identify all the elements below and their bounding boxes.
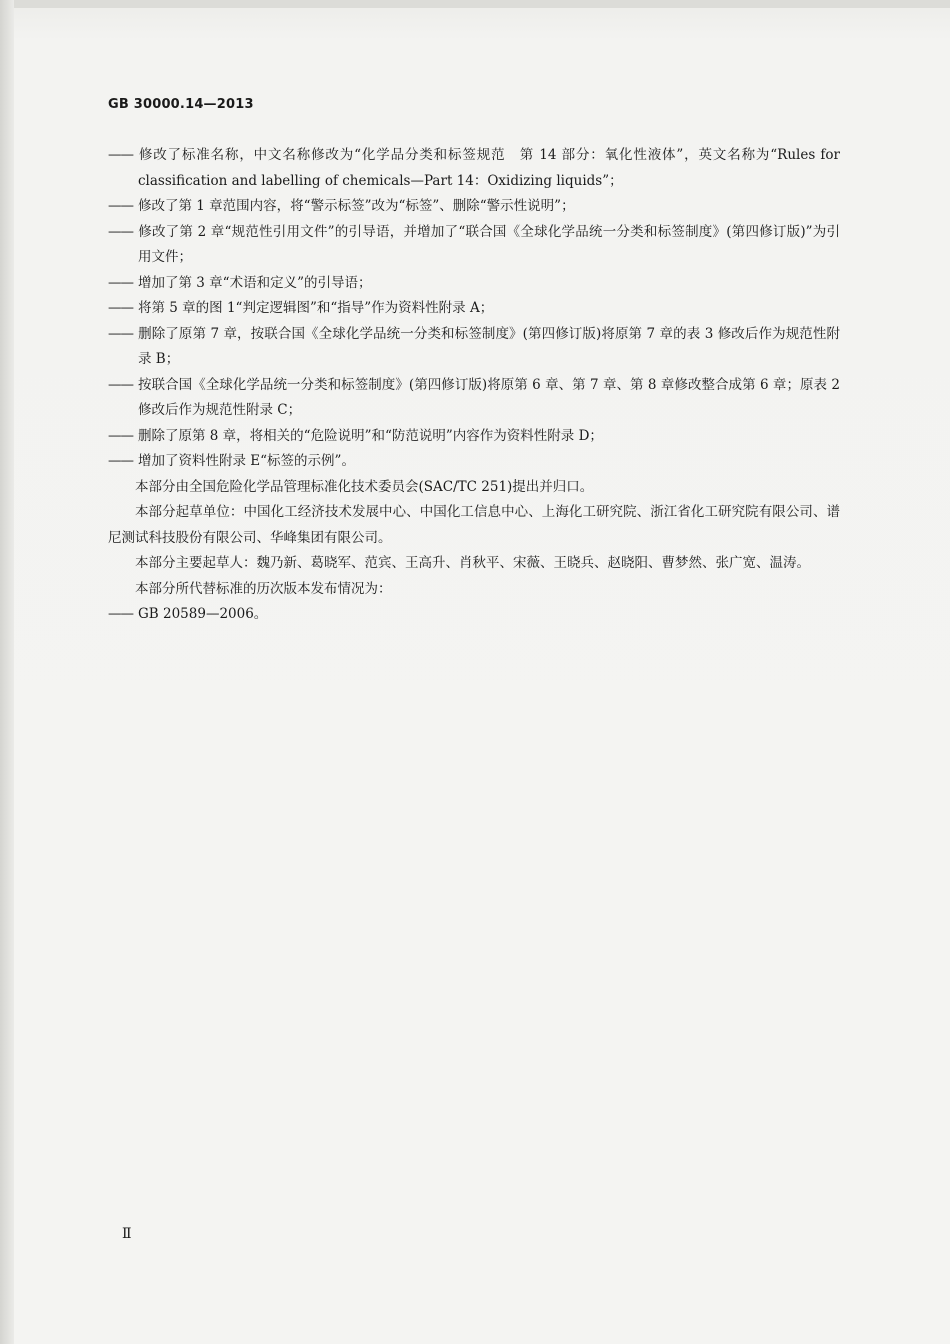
dash-marker: —— bbox=[108, 223, 133, 240]
foreword-content bbox=[108, 143, 840, 628]
change-item bbox=[108, 271, 840, 297]
dash-marker: —— bbox=[108, 147, 133, 163]
change-item-text: 增加了资料性附录 E“标签的示例”。 bbox=[138, 453, 355, 469]
change-item-text: 删除了原第 8 章，将相关的“危险说明”和“防范说明”内容作为资料性附录 D； bbox=[138, 427, 603, 444]
change-item-text: 增加了第 3 章“术语和定义”的引导语； bbox=[138, 274, 372, 291]
change-item-text: 修改了第 1 章范围内容，将“警示标签”改为“标签”、删除“警示性说明”； bbox=[138, 198, 575, 214]
change-item bbox=[108, 424, 840, 450]
change-item-text: 删除了原第 7 章，按联合国《全球化学品统一分类和标签制度》(第四修订版)将原第 7 章的表 3 修改后作为规范性附录 B； bbox=[138, 325, 840, 367]
change-item bbox=[108, 373, 840, 424]
dash-marker: —— bbox=[108, 300, 133, 316]
change-item bbox=[108, 449, 840, 475]
change-item-text: 将第 5 章的图 1“判定逻辑图”和“指导”作为资料性附录 A； bbox=[138, 300, 494, 316]
drafters-paragraph: 本部分主要起草人：魏乃新、葛晓军、范宾、王高升、肖秋平、宋薇、王晓兵、赵晓阳、曹梦然、张广宽、温涛。 bbox=[135, 555, 810, 571]
change-item bbox=[108, 220, 840, 271]
dash-marker: —— bbox=[108, 325, 133, 342]
dash-marker: —— bbox=[108, 376, 133, 393]
standard-number-header: GB 30000.14—2013 bbox=[108, 97, 254, 112]
change-item-text: 修改了标准名称，中文名称修改为“化学品分类和标签规范 第 14 部分：氧化性液体”，英文名称为“Rules for classification and labelling of chemicals—Part 14：Oxidizing liquids”； bbox=[138, 147, 840, 189]
page-number: Ⅱ bbox=[122, 1226, 132, 1242]
dash-marker: —— bbox=[108, 198, 133, 214]
change-item-text: 修改了第 2 章“规范性引用文件”的引导语，并增加了“联合国《全球化学品统一分类和标签制度》(第四修订版)”为引用文件； bbox=[138, 223, 840, 265]
history-item bbox=[108, 602, 840, 628]
dash-marker: —— bbox=[108, 606, 133, 622]
change-item-text: 按联合国《全球化学品统一分类和标签制度》(第四修订版)将原第 6 章、第 7 章、第 8 章修改整合成第 6 章；原表 2 修改后作为规范性附录 C； bbox=[138, 376, 840, 418]
change-item bbox=[108, 322, 840, 373]
change-item bbox=[108, 143, 840, 194]
drafting-units-paragraph: 本部分起草单位：中国化工经济技术发展中心、中国化工信息中心、上海化工研究院、浙江省化工研究院有限公司、谱尼测试科技股份有限公司、华峰集团有限公司。 bbox=[108, 504, 840, 546]
change-item bbox=[108, 296, 840, 322]
history-intro-paragraph: 本部分所代替标准的历次版本发布情况为： bbox=[135, 580, 392, 597]
proposing-body-paragraph: 本部分由全国危险化学品管理标准化技术委员会(SAC/TC 251)提出并归口。 bbox=[135, 478, 594, 495]
scan-top-edge bbox=[0, 0, 950, 8]
scan-left-edge bbox=[0, 0, 14, 1344]
dash-marker: —— bbox=[108, 453, 133, 469]
dash-marker: —— bbox=[108, 427, 133, 444]
history-item-text: GB 20589—2006。 bbox=[138, 606, 268, 622]
change-item bbox=[108, 194, 840, 220]
dash-marker: —— bbox=[108, 274, 133, 291]
